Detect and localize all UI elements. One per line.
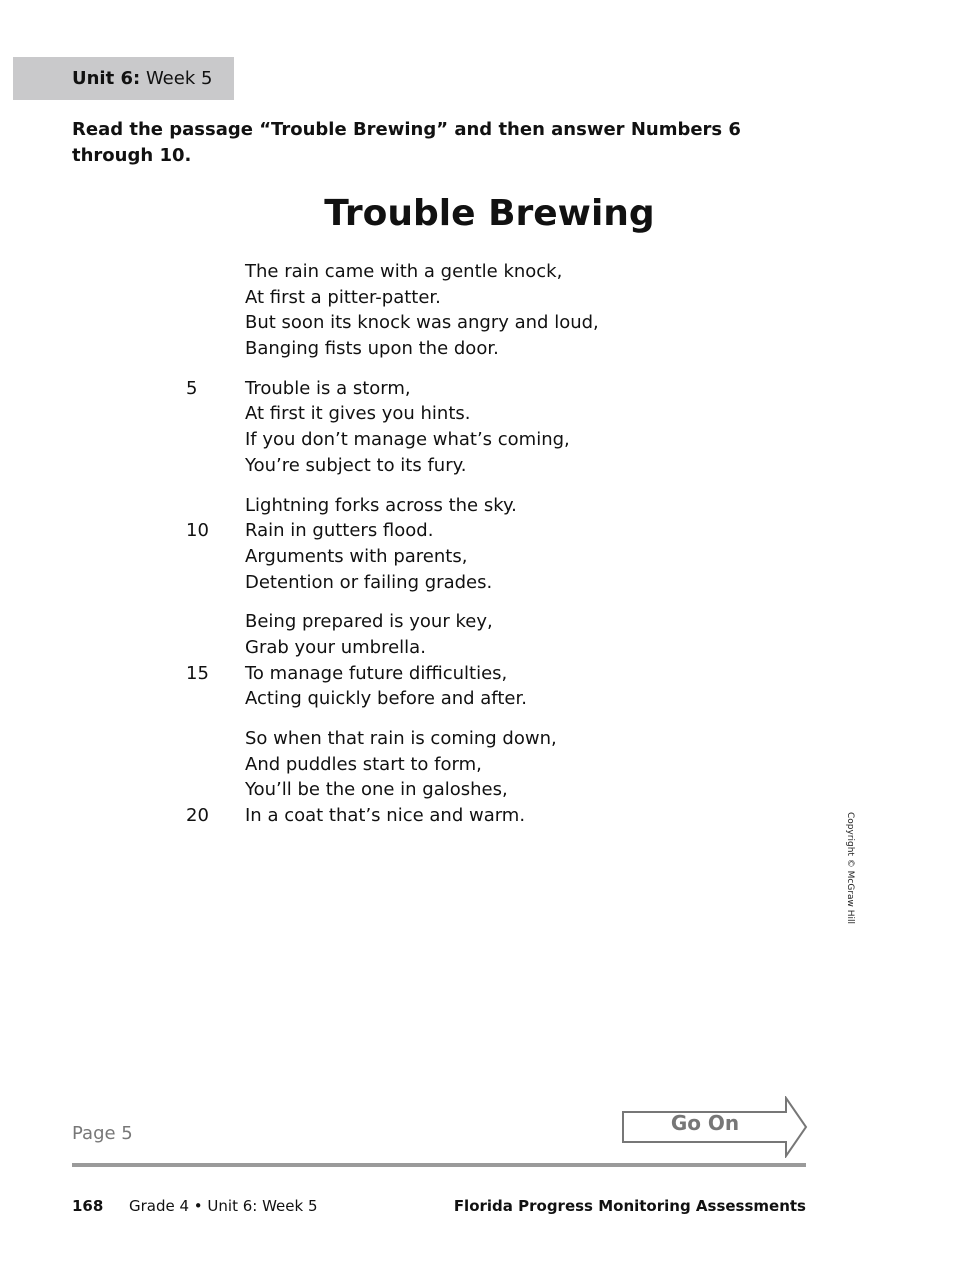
line-text: Arguments with parents, (245, 545, 468, 567)
line-text: Trouble is a storm, (245, 377, 411, 399)
line-text: Banging fists upon the door. (245, 338, 499, 360)
footer-grade-unit: Grade 4 • Unit 6: Week 5 (129, 1197, 318, 1215)
poem-line (0, 544, 979, 570)
line-text: If you don’t manage what’s coming, (245, 429, 570, 451)
poem-line (0, 493, 979, 519)
unit-week-tab (13, 57, 234, 100)
poem-line (0, 726, 979, 752)
poem-line (0, 376, 979, 402)
line-text: Grab your umbrella. (245, 636, 426, 658)
page-label: Page 5 (72, 1123, 133, 1144)
stanza (0, 493, 979, 596)
poem-line (0, 259, 979, 285)
poem-line (0, 803, 979, 829)
stanza (0, 726, 979, 829)
line-number: 5 (186, 377, 198, 399)
line-text: Lightning forks across the sky. (245, 494, 517, 516)
line-number: 10 (186, 520, 209, 542)
line-text: And puddles start to form, (245, 753, 482, 775)
footer-divider (72, 1163, 806, 1167)
poem-line (0, 686, 979, 712)
stanza (0, 259, 979, 362)
line-text: At first it gives you hints. (245, 403, 471, 425)
line-number: 20 (186, 805, 209, 827)
poem-line (0, 453, 979, 479)
footer-book-title: Florida Progress Monitoring Assessments (453, 1197, 806, 1215)
poem-line (0, 427, 979, 453)
unit-label: Unit 6: (72, 68, 141, 89)
poem-line (0, 777, 979, 803)
poem-line (0, 570, 979, 596)
poem-line (0, 285, 979, 311)
line-text: Being prepared is your key, (245, 611, 493, 633)
line-text: At first a pitter-patter. (245, 286, 441, 308)
poem-line (0, 310, 979, 336)
instructions: Read the passage “Trouble Brewing” and then answer Numbers 6 through 10. (72, 119, 741, 166)
go-on-button[interactable] (622, 1096, 808, 1158)
poem-title: Trouble Brewing (324, 193, 655, 234)
line-text: But soon its knock was angry and loud, (245, 312, 599, 334)
poem-line (0, 336, 979, 362)
line-text: The rain came with a gentle knock, (245, 261, 563, 282)
stanza (0, 376, 979, 479)
poem-line (0, 752, 979, 778)
poem-line (0, 401, 979, 427)
poem-line (0, 609, 979, 635)
line-text: In a coat that’s nice and warm. (245, 805, 526, 827)
poem-body (0, 259, 979, 843)
go-on-label: Go On (670, 1111, 740, 1135)
line-text: Acting quickly before and after. (245, 688, 527, 710)
line-text: So when that rain is coming down, (245, 728, 557, 749)
poem-line (0, 661, 979, 687)
line-text: Rain in gutters flood. (245, 520, 434, 542)
footer-page-number: 168 (72, 1197, 104, 1215)
line-text: You’ll be the one in galoshes, (245, 779, 508, 801)
week-label: Week 5 (145, 68, 213, 89)
line-text: You’re subject to its fury. (245, 454, 467, 476)
line-number: 15 (186, 662, 209, 684)
line-text: Detention or failing grades. (245, 571, 493, 593)
copyright-notice: Copyright © McGraw Hill (845, 811, 855, 925)
line-text: To manage future difficulties, (245, 662, 508, 684)
poem-line (0, 518, 979, 544)
stanza (0, 609, 979, 712)
poem-line (0, 635, 979, 661)
